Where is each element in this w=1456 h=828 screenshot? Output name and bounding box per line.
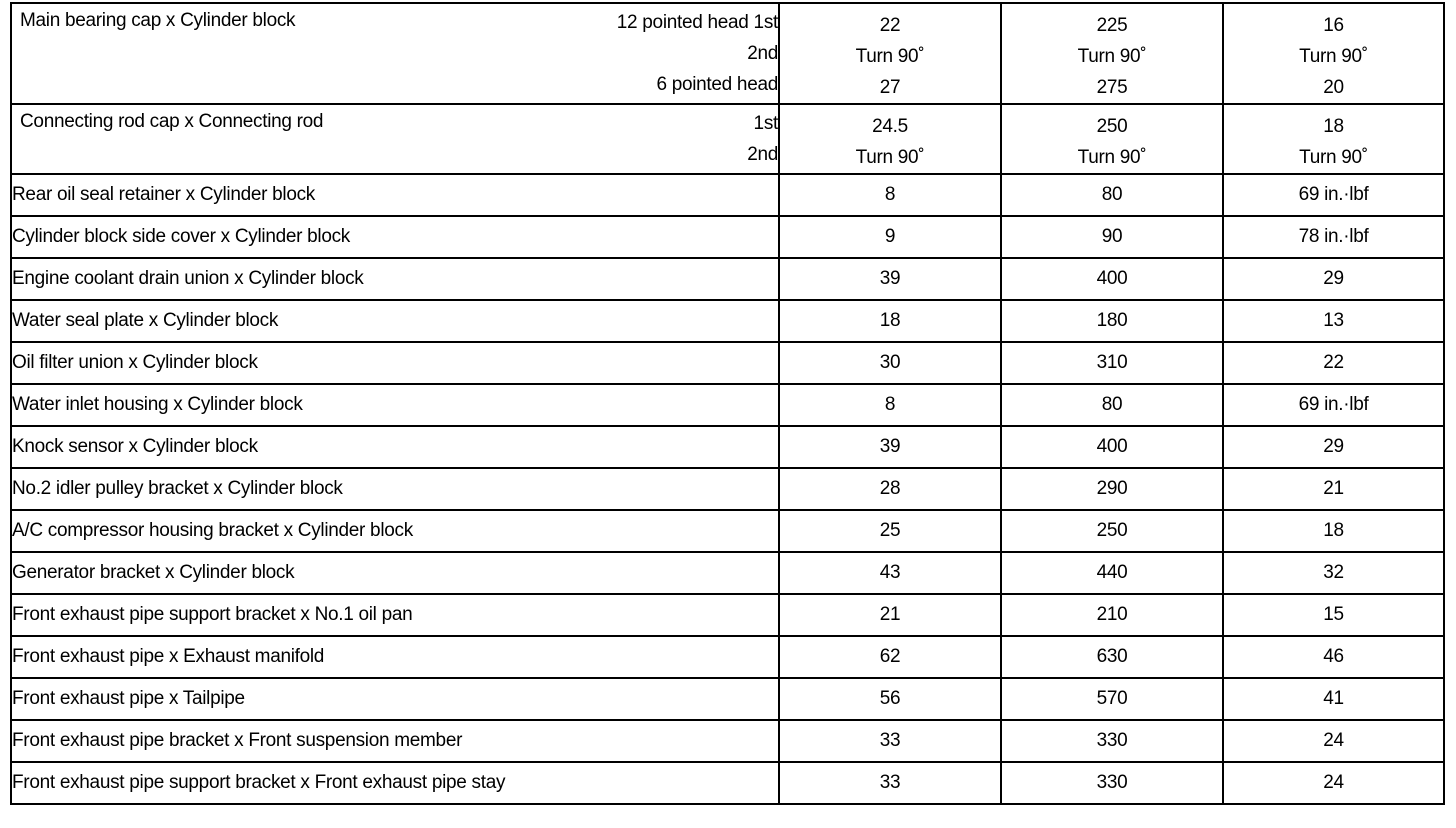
step-label: 6 pointed head	[656, 74, 778, 95]
part-cell: Front exhaust pipe support bracket x Front exhaust pipe stay	[11, 762, 779, 804]
table-row	[11, 468, 1444, 510]
part-cell: A/C compressor housing bracket x Cylinder block	[11, 510, 779, 552]
step-label: 1st	[753, 113, 778, 134]
nm-cell: 33	[779, 720, 1001, 762]
kgf-cell	[1001, 3, 1223, 104]
ftlbf-cell: 24	[1223, 762, 1444, 804]
part-cell: Front exhaust pipe x Exhaust manifold	[11, 636, 779, 678]
nm-cell: 18	[779, 300, 1001, 342]
table-row	[11, 174, 1444, 216]
part-cell: Water seal plate x Cylinder block	[11, 300, 779, 342]
kgf-cell: 570	[1001, 678, 1223, 720]
part-cell: Front exhaust pipe support bracket x No.1 oil pan	[11, 594, 779, 636]
nm-cell: 25	[779, 510, 1001, 552]
kgf-value: 250	[1096, 116, 1128, 137]
ftlbf-value: 16	[1323, 15, 1344, 36]
ftlbf-cell: 24	[1223, 720, 1444, 762]
ftlbf-value: 18	[1323, 116, 1344, 137]
nm-value: 24.5	[872, 116, 908, 137]
ftlbf-cell: 41	[1223, 678, 1444, 720]
part-cell	[11, 104, 779, 174]
nm-cell: 39	[779, 258, 1001, 300]
kgf-cell: 290	[1001, 468, 1223, 510]
ftlbf-cell: 29	[1223, 258, 1444, 300]
ftlbf-value: Turn 90˚	[1299, 147, 1368, 168]
kgf-value: Turn 90˚	[1077, 46, 1147, 67]
table-row	[11, 510, 1444, 552]
table-row	[11, 594, 1444, 636]
nm-cell	[779, 3, 1001, 104]
table-row-connecting-rod	[11, 104, 1444, 174]
ftlbf-value: Turn 90˚	[1299, 46, 1368, 67]
ftlbf-cell: 46	[1223, 636, 1444, 678]
kgf-cell: 440	[1001, 552, 1223, 594]
ftlbf-cell: 69 in.·lbf	[1223, 174, 1444, 216]
table-row	[11, 342, 1444, 384]
nm-cell: 30	[779, 342, 1001, 384]
table-row	[11, 426, 1444, 468]
table-row	[11, 762, 1444, 804]
part-cell: Knock sensor x Cylinder block	[11, 426, 779, 468]
step-label: 2nd	[747, 43, 778, 64]
nm-value: Turn 90˚	[855, 46, 925, 67]
part-name: Connecting rod cap x Connecting rod	[20, 111, 324, 132]
ftlbf-cell	[1223, 104, 1444, 174]
nm-value: 22	[879, 15, 901, 36]
part-cell: Water inlet housing x Cylinder block	[11, 384, 779, 426]
kgf-cell: 310	[1001, 342, 1223, 384]
torque-table-body	[11, 3, 1444, 804]
table-row	[11, 258, 1444, 300]
nm-value: Turn 90˚	[855, 147, 925, 168]
part-cell: Engine coolant drain union x Cylinder block	[11, 258, 779, 300]
nm-cell: 8	[779, 174, 1001, 216]
table-row-main-bearing	[11, 3, 1444, 104]
ftlbf-cell: 21	[1223, 468, 1444, 510]
nm-cell: 8	[779, 384, 1001, 426]
nm-cell: 9	[779, 216, 1001, 258]
nm-cell: 43	[779, 552, 1001, 594]
part-cell: Front exhaust pipe x Tailpipe	[11, 678, 779, 720]
kgf-cell: 90	[1001, 216, 1223, 258]
nm-cell: 62	[779, 636, 1001, 678]
nm-cell: 33	[779, 762, 1001, 804]
table-row	[11, 636, 1444, 678]
table-row	[11, 384, 1444, 426]
nm-cell: 39	[779, 426, 1001, 468]
kgf-cell: 400	[1001, 258, 1223, 300]
ftlbf-cell: 13	[1223, 300, 1444, 342]
part-cell: Oil filter union x Cylinder block	[11, 342, 779, 384]
kgf-cell: 210	[1001, 594, 1223, 636]
ftlbf-cell: 18	[1223, 510, 1444, 552]
part-name: Main bearing cap x Cylinder block	[20, 10, 296, 31]
table-row	[11, 678, 1444, 720]
kgf-cell: 250	[1001, 510, 1223, 552]
kgf-cell: 330	[1001, 720, 1223, 762]
ftlbf-cell: 69 in.·lbf	[1223, 384, 1444, 426]
kgf-cell: 80	[1001, 384, 1223, 426]
nm-cell: 56	[779, 678, 1001, 720]
part-cell: Cylinder block side cover x Cylinder block	[11, 216, 779, 258]
ftlbf-cell: 78 in.·lbf	[1223, 216, 1444, 258]
table-row	[11, 300, 1444, 342]
ftlbf-cell	[1223, 3, 1444, 104]
ftlbf-cell: 29	[1223, 426, 1444, 468]
step-label: 12 pointed head 1st	[616, 12, 778, 33]
torque-spec-table	[10, 2, 1445, 805]
part-cell: Rear oil seal retainer x Cylinder block	[11, 174, 779, 216]
kgf-cell: 400	[1001, 426, 1223, 468]
kgf-value: 225	[1096, 15, 1128, 36]
nm-cell	[779, 104, 1001, 174]
kgf-value: 275	[1096, 77, 1128, 98]
part-cell: Front exhaust pipe bracket x Front suspension member	[11, 720, 779, 762]
part-cell: No.2 idler pulley bracket x Cylinder block	[11, 468, 779, 510]
nm-cell: 21	[779, 594, 1001, 636]
kgf-cell: 630	[1001, 636, 1223, 678]
nm-cell: 28	[779, 468, 1001, 510]
ftlbf-value: 20	[1323, 77, 1344, 98]
nm-value: 27	[879, 77, 901, 98]
kgf-cell: 330	[1001, 762, 1223, 804]
kgf-cell	[1001, 104, 1223, 174]
ftlbf-cell: 32	[1223, 552, 1444, 594]
kgf-value: Turn 90˚	[1077, 147, 1147, 168]
part-cell	[11, 3, 779, 104]
ftlbf-cell: 15	[1223, 594, 1444, 636]
table-row	[11, 552, 1444, 594]
kgf-cell: 180	[1001, 300, 1223, 342]
table-row	[11, 720, 1444, 762]
step-label: 2nd	[747, 144, 778, 165]
kgf-cell: 80	[1001, 174, 1223, 216]
table-row	[11, 216, 1444, 258]
ftlbf-cell: 22	[1223, 342, 1444, 384]
part-cell: Generator bracket x Cylinder block	[11, 552, 779, 594]
